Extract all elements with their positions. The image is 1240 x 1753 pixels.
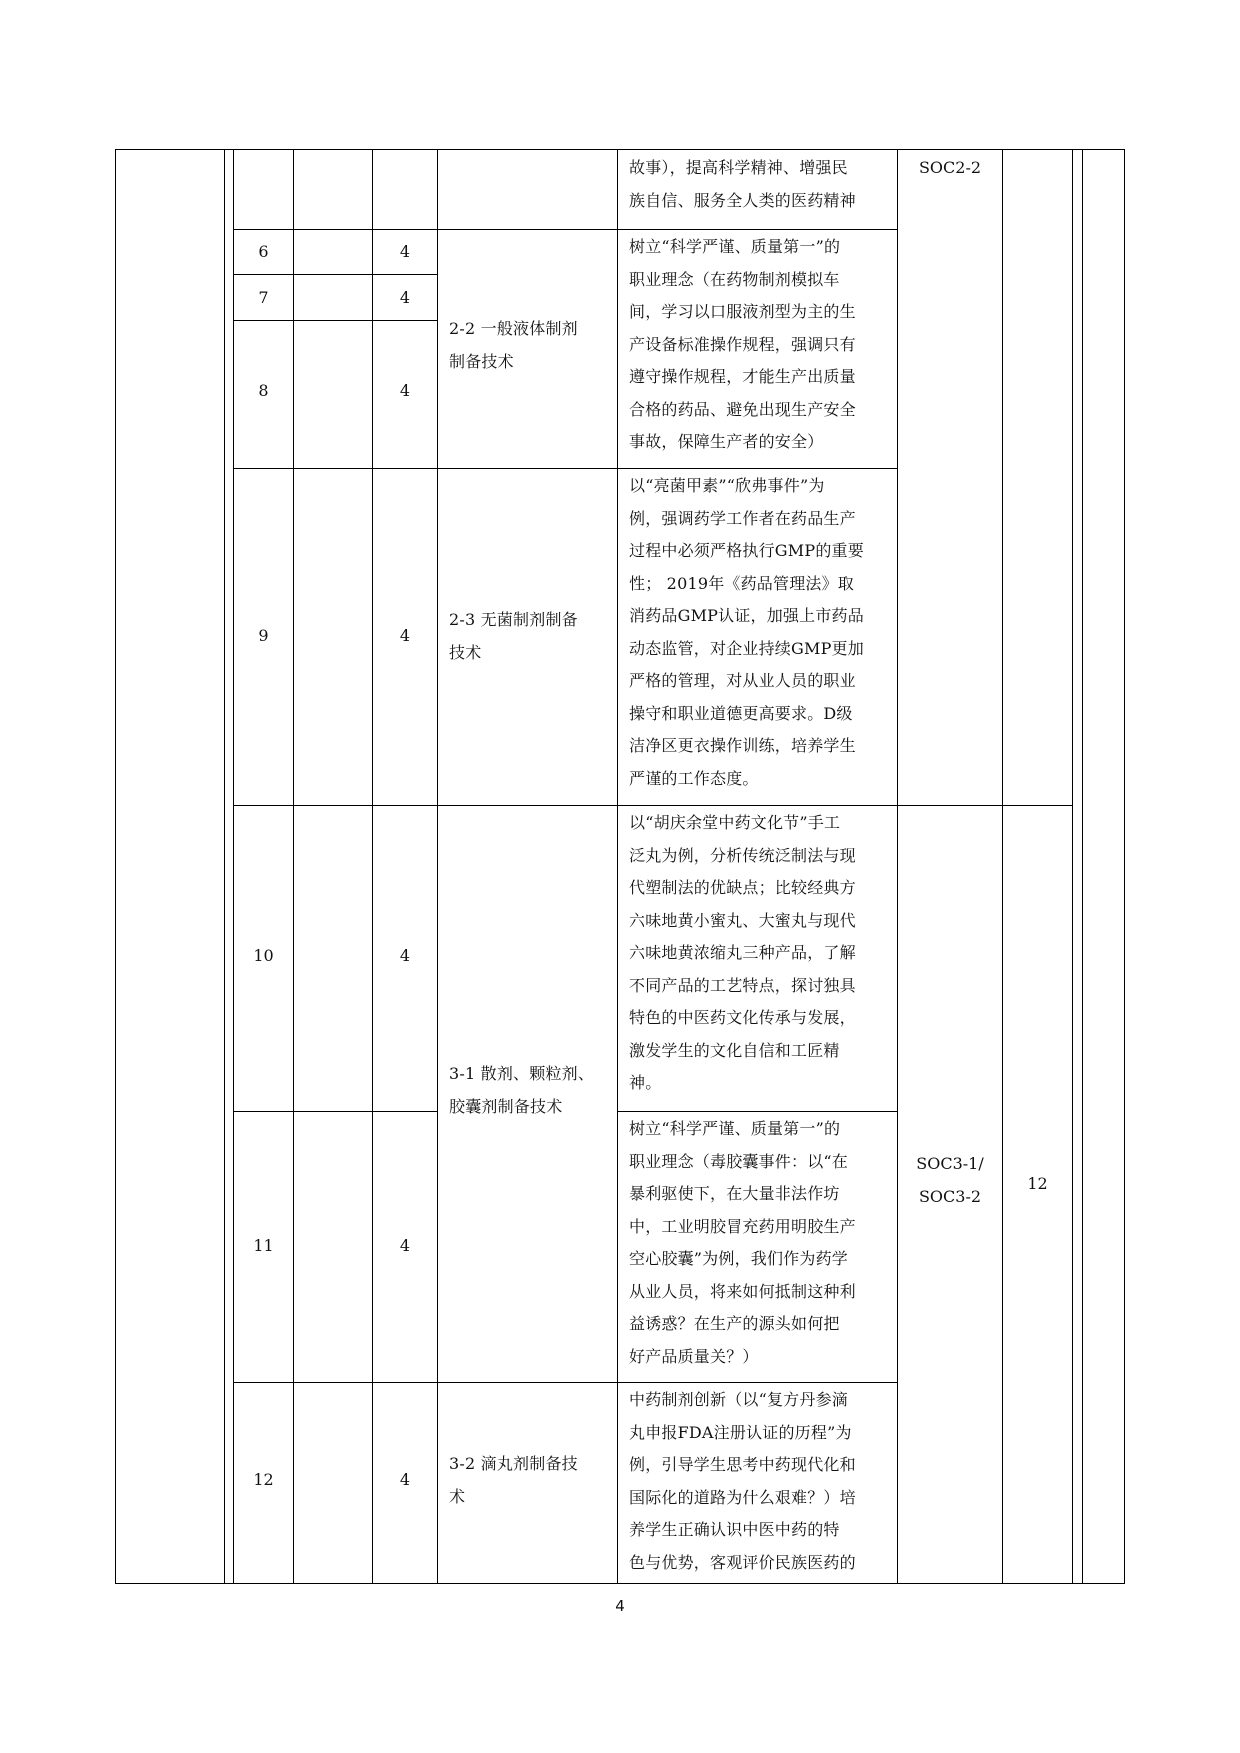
topic-line: 2-3 无菌制剂制备 [449, 610, 578, 629]
content-line: 代塑制法的优缺点；比较经典方 [629, 878, 856, 897]
row-divider [233, 320, 438, 321]
soc-cell [898, 1148, 1002, 1213]
content-line: 职业理念（在药物制剂模拟车 [629, 269, 840, 289]
content-line: 国际化的道路为什么艰难？）培 [629, 1487, 856, 1507]
topic-line: 3-2 滴丸剂制备技 [449, 1454, 578, 1473]
row-divider [233, 805, 438, 806]
lesson-number: 10 [253, 946, 274, 965]
content-cell [618, 470, 897, 795]
topic-cell [438, 604, 617, 669]
table-divider [1002, 149, 1003, 1584]
content-cell [618, 152, 897, 217]
content-line: 空心胶囊”为例，我们作为药学 [629, 1249, 848, 1268]
content-line: 消药品GMP认证，加强上市药品 [629, 606, 864, 625]
content-line: 丸申报FDA注册认证的历程”为 [629, 1422, 852, 1442]
content-line: 严格的管理，对从业人员的职业 [629, 671, 856, 690]
row-divider [233, 468, 438, 469]
content-cell [618, 807, 897, 1100]
table-divider [372, 149, 373, 1584]
row-divider [897, 805, 1073, 806]
lesson-number: 12 [253, 1470, 274, 1489]
table-border-bottom [115, 1583, 1125, 1584]
topic-cell [438, 1058, 617, 1123]
content-line: 严谨的工作态度。 [629, 768, 759, 788]
lesson-hours: 4 [399, 946, 411, 965]
topic-line: 术 [449, 1486, 466, 1506]
soc-code: SOC2-2 [918, 158, 982, 177]
content-line: 益诱惑？在生产的源头如何把 [629, 1314, 840, 1333]
content-cell [618, 1113, 897, 1373]
table-divider [233, 149, 234, 1584]
table-divider [224, 149, 225, 1584]
content-line: 例，强调药学工作者在药品生产 [629, 508, 856, 528]
content-line: 泛丸为例，分析传统泛制法与现 [629, 845, 856, 865]
lesson-number: 11 [253, 1236, 274, 1255]
lesson-number: 8 [258, 381, 269, 400]
content-line: 性； 2019年《药品管理法》取 [629, 573, 855, 593]
content-line: 动态监管，对企业持续GMP更加 [629, 638, 864, 658]
content-line: 好产品质量关？） [629, 1346, 759, 1366]
row-divider [437, 468, 618, 469]
content-line: 以“胡庆余堂中药文化节”手工 [629, 813, 841, 832]
content-line: 不同产品的工艺特点，探讨独具 [629, 975, 856, 995]
lesson-number: 7 [258, 288, 269, 307]
lesson-hours: 4 [399, 381, 411, 400]
topic-line: 胶囊剂制备技术 [449, 1096, 563, 1116]
lesson-hours: 4 [399, 288, 411, 307]
content-line: 以“亮菌甲素”“欣弗事件”为 [629, 476, 825, 495]
soc-code: SOC3-1/ [916, 1154, 984, 1173]
row-divider [233, 1111, 438, 1112]
lesson-hours: 4 [399, 626, 411, 645]
soc-code: SOC3-2 [918, 1186, 982, 1206]
content-line: 从业人员，将来如何抵制这种利 [629, 1281, 856, 1301]
content-line: 激发学生的文化自信和工匠精 [629, 1040, 840, 1060]
row-divider [617, 1111, 898, 1112]
content-line: 养学生正确认识中医中药的特 [629, 1520, 840, 1539]
content-line: 洁净区更衣操作训练，培养学生 [629, 736, 856, 755]
content-line: 故事），提高科学精神、增强民 [629, 158, 848, 177]
lesson-hours: 4 [399, 1470, 411, 1489]
content-line: 职业理念（毒胶囊事件：以“在 [629, 1151, 848, 1171]
lesson-hours: 4 [399, 1236, 411, 1255]
table-divider [1082, 149, 1083, 1584]
row-divider [233, 1382, 438, 1383]
topic-cell [438, 1448, 617, 1513]
table-divider [293, 149, 294, 1584]
content-line: 树立“科学严谨、质量第一”的 [629, 237, 841, 256]
row-divider [617, 229, 898, 230]
soc-cell [898, 152, 1002, 185]
row-divider [617, 1382, 898, 1383]
topic-line: 3-1 散剂、颗粒剂、 [449, 1064, 595, 1083]
lesson-number: 9 [258, 626, 269, 645]
lesson-hours: 4 [399, 242, 411, 261]
content-line: 六味地黄浓缩丸三种产品，了解 [629, 943, 856, 962]
content-cell [618, 1384, 897, 1579]
content-line: 六味地黄小蜜丸、大蜜丸与现代 [629, 910, 856, 930]
content-line: 事故，保障生产者的安全） [629, 432, 824, 451]
table-divider [1072, 149, 1073, 1584]
content-line: 例，引导学生思考中药现代化和 [629, 1455, 856, 1474]
topic-line: 2-2 一般液体制剂 [449, 319, 578, 338]
row-divider [617, 468, 898, 469]
content-line: 间，学习以口服液剂型为主的生 [629, 302, 856, 321]
content-line: 树立“科学严谨、质量第一”的 [629, 1119, 841, 1138]
content-line: 合格的药品、避免出现生产安全 [629, 399, 856, 419]
content-line: 过程中必须严格执行GMP的重要 [629, 541, 864, 560]
table-border-left [115, 149, 116, 1584]
content-line: 暴利驱使下，在大量非法作坊 [629, 1184, 840, 1203]
row-divider [437, 805, 618, 806]
content-cell [618, 231, 897, 459]
content-line: 遵守操作规程，才能生产出质量 [629, 367, 856, 386]
content-line: 操守和职业道德更高要求。D级 [629, 703, 853, 723]
content-line: 产设备标准操作规程，强调只有 [629, 334, 856, 354]
table-border-right [1124, 149, 1125, 1584]
lesson-number: 6 [258, 242, 269, 261]
row-divider [437, 229, 618, 230]
content-line: 色与优势，客观评价民族医药的 [629, 1552, 856, 1572]
content-line: 族自信、服务全人类的医药精神 [629, 190, 856, 210]
content-line: 中药制剂创新（以“复方丹参滴 [629, 1390, 848, 1409]
content-line: 神。 [629, 1073, 662, 1092]
topic-line: 制备技术 [449, 351, 514, 371]
row-divider [437, 1382, 618, 1383]
content-line: 中，工业明胶冒充药用明胶生产 [629, 1216, 856, 1236]
content-line: 特色的中医药文化传承与发展， [629, 1008, 856, 1027]
topic-line: 技术 [449, 642, 482, 662]
total-hours: 12 [1027, 1174, 1048, 1193]
table-divider [897, 149, 898, 1584]
topic-cell [438, 313, 617, 378]
page-number: 4 [615, 1597, 625, 1615]
table-border-top [115, 149, 1125, 150]
row-divider [617, 805, 898, 806]
